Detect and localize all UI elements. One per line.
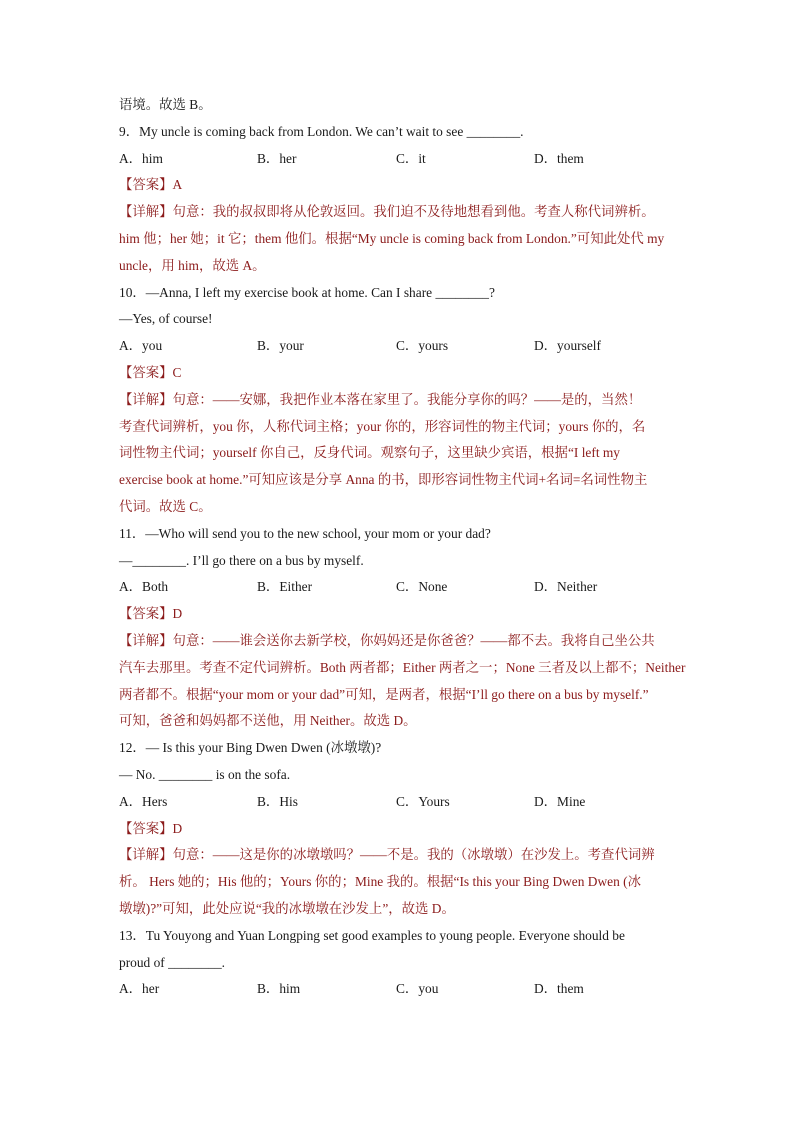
question-line: —Yes, of course! [119,311,213,327]
answer-explanation-line: 【详解】句意：——安娜，我把作业本落在家里了。我能分享你的吗？——是的，当然！ [119,391,642,407]
answer-options [119,146,679,173]
option-c: C．Yours [396,793,450,809]
question-line: 12．— Is this your Bing Dwen Dwen (冰墩墩)? [119,740,382,756]
option-c: C．yours [396,338,449,354]
answer-explanation-line: 【答案】D [119,606,183,622]
answer-explanation-line: him 他；her 她；it 它；them 他们。根据“My uncle is coming back from London.”可知此处代 my [119,230,665,246]
option-c: C．it [396,150,426,166]
answer-explanation-line: 汽车去那里。考查不定代词辨析。Both 两者都；Either 两者之一；None 三者及以上都不；Neither [119,659,686,675]
answer-explanation-line: 可知，爸爸和妈妈都不送他，用 Neither。故选 D。 [119,713,417,729]
option-a: A．him [119,150,163,166]
option-a: A．you [119,338,163,354]
option-b: B．Either [257,579,313,595]
question-line: 10．—Anna, I left my exercise book at home. Can I share ________? [119,284,495,300]
answer-explanation-line: uncle，用 him，故选 A。 [119,257,266,273]
option-a: A．Both [119,579,169,595]
option-d: D．Mine [534,793,586,809]
option-a: A．her [119,981,160,997]
option-b: B．His [257,793,298,809]
answer-explanation-line: 两者都不。根据“your mom or your dad”可知，是两者，根据“I’ll go there on a bus by myself.” [119,686,649,702]
option-b: B．your [257,338,304,354]
question-line: — No. ________ is on the sofa. [119,766,291,782]
answer-explanation-line: 墩墩)?”可知，此处应说“我的冰墩墩在沙发上”，故选 D。 [119,900,455,916]
answer-explanation-line: 【答案】A [119,177,183,193]
answer-options [119,789,679,816]
question-line: 语境。故选 B。 [119,97,212,112]
question-line: —________. I’ll go there on a bus by myself. [119,552,364,568]
answer-explanation-line: 析。 Hers 她的；His 他的；Yours 你的；Mine 我的。根据“Is this your Bing Dwen Dwen (冰 [119,874,641,890]
option-b: B．him [257,981,301,997]
answer-explanation-line: 【详解】句意：——谁会送你去新学校，你妈妈还是你爸爸？——都不去。我将自己坐公共 [119,632,655,648]
document-page [119,92,686,1003]
answer-options [119,574,679,601]
answer-explanation-line: 词性物主代词；yourself 你自己，反身代词。观察句子，这里缺少宾语，根据“I left my [119,445,620,461]
option-d: D．them [534,150,584,166]
option-d: D．them [534,981,584,997]
answer-explanation-line: 【答案】C [119,364,182,380]
answer-explanation-line: 代词。故选 C。 [119,498,212,514]
option-c: C．you [396,981,439,997]
question-line: 13．Tu Youyong and Yuan Longping set good examples to young people. Everyone should be [119,927,625,943]
option-c: C．None [396,579,448,595]
question-line: proud of ________. [119,954,226,970]
option-a: A．Hers [119,793,168,809]
question-line: 9．My uncle is coming back from London. We can’t wait to see ________. [119,123,524,139]
option-d: D．yourself [534,338,601,354]
option-d: D．Neither [534,579,598,595]
answer-options [119,976,679,1003]
answer-explanation-line: exercise book at home.”可知应该是分享 Anna 的书，即形容词性物主代词+名词=名词性物主 [119,472,648,488]
answer-explanation-line: 【详解】句意：我的叔叔即将从伦敦返回。我们迫不及待地想看到他。考查人称代词辨析。 [119,204,655,220]
answer-options [119,333,679,360]
answer-explanation-line: 考查代词辨析，you 你，人称代词主格；your 你的，形容词性的物主代词；yours 你的，名 [119,418,646,434]
question-line: 11．—Who will send you to the new school, your mom or your dad? [119,525,491,541]
answer-explanation-line: 【详解】句意：——这是你的冰墩墩吗？——不是。我的（冰墩墩）在沙发上。考查代词辨 [119,847,655,863]
answer-explanation-line: 【答案】D [119,820,183,836]
option-b: B．her [257,150,297,166]
